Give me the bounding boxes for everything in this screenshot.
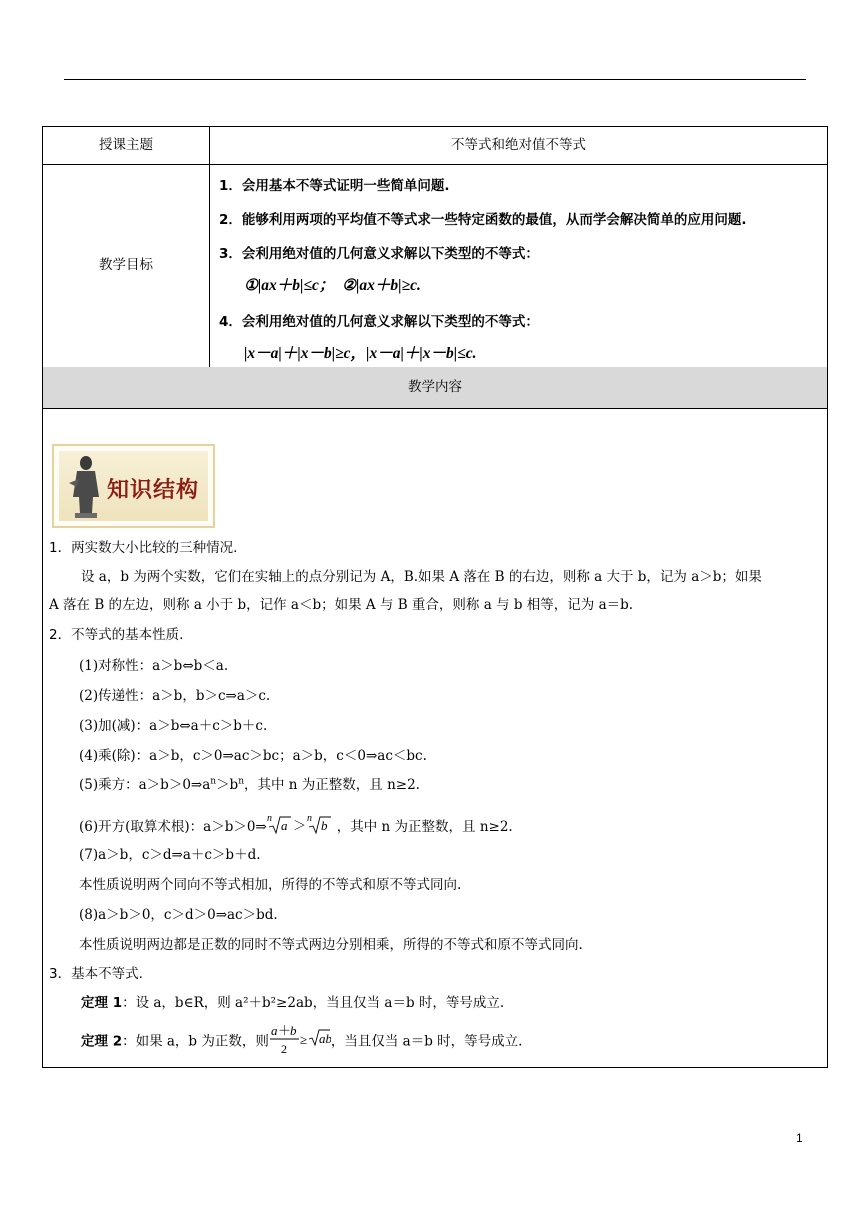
svg-text:a: a (280, 817, 288, 833)
svg-text:n: n (266, 812, 272, 824)
section-3-title: 3．基本不等式. (49, 966, 143, 982)
theorem-1 (81, 991, 504, 1011)
objective-4: 4．会利用绝对值的几何意义求解以下类型的不等式： (219, 314, 539, 330)
property-5-c: ，其中 n 为正整数，且 n≥2. (244, 777, 420, 793)
svg-text:≥: ≥ (299, 1032, 308, 1047)
property-1: (1)对称性：a＞b⇔b＜a. (79, 658, 229, 674)
property-8: (8)a＞b＞0，c＞d＞0⇒ac＞bd. (79, 907, 278, 923)
am-gm-expression (269, 1023, 331, 1057)
property-7: (7)a＞b，c＞d⇒a＋c＞b＋d. (79, 847, 261, 863)
property-4: (4)乘(除)：a＞b，c＞0⇒ac＞bc；a＞b，c＜0⇒ac＜bc. (79, 748, 427, 764)
svg-text:2: 2 (280, 1042, 287, 1056)
nth-root-icon (267, 813, 337, 835)
content-header: 教学内容 (43, 367, 827, 408)
objective-3-formula: ①|ax＋b|≤c； ②|ax＋b|≥c. (244, 277, 421, 294)
objectives-label: 教学目标 (99, 257, 153, 273)
objective-2: 2．能够利用两项的平均值不等式求一些特定函数的最值，从而学会解决简单的应用问题. (219, 212, 747, 228)
root-expression (267, 813, 337, 835)
page-number: 1 (796, 1131, 803, 1145)
theorem-2 (81, 1025, 522, 1059)
warrior-figure-icon (65, 453, 107, 519)
property-5-b: ＞b (216, 777, 239, 793)
theorem-2-post: ，当且仅当 a＝b 时，等号成立. (330, 1033, 523, 1050)
property-7-note: 本性质说明两个同向不等式相加，所得的不等式和原不等式同向. (79, 877, 462, 893)
objective-4-formula: |x－a|＋|x－b|≥c，|x－a|＋|x－b|≤c. (244, 345, 477, 362)
lesson-table (42, 126, 828, 1068)
theorem-2-pre: ：如果 a，b 为正数，则 (122, 1033, 269, 1050)
theorem-1-text: ：设 a，b∈R，则 a²＋b²≥2ab，当且仅当 a＝b 时，等号成立. (122, 995, 505, 1011)
svg-text:b: b (289, 1023, 297, 1038)
property-6 (79, 812, 513, 839)
property-2: (2)传递性：a＞b，b＞c⇒a＞c. (79, 688, 271, 704)
fraction-root-icon (269, 1023, 331, 1057)
section-1-paragraph-cont: A 落在 B 的左边，则称 a 小于 b，记作 a＜b；如果 A 与 B 重合，则称 a 与 b 相等，记为 a＝b. (49, 597, 634, 613)
knowledge-structure-badge (52, 444, 215, 528)
svg-text:ab: ab (318, 1031, 331, 1046)
section-2-title: 2．不等式的基本性质. (49, 627, 184, 643)
theorem-2-label: 定理 2 (81, 1033, 123, 1050)
section-1-title: 1．两实数大小比较的三种情况. (49, 540, 238, 556)
svg-text:＋: ＋ (277, 1023, 291, 1038)
property-3: (3)加(减)：a＞b⇔a＋c＞b＋c. (79, 718, 268, 734)
property-6-a: (6)开方(取算术根)：a＞b＞0⇒ (79, 819, 267, 835)
property-5-a: (5)乘方：a＞b＞0⇒a (79, 777, 211, 793)
section-1-paragraph: 设 a，b 为两个实数，它们在实轴上的点分别记为 A，B.如果 A 落在 B 的右边，则称 a 大于 b，记为 a＞b；如果 (81, 569, 762, 585)
objective-3: 3．会利用绝对值的几何意义求解以下类型的不等式： (219, 246, 539, 262)
badge-title: 知识结构 (107, 477, 200, 503)
property-6-b: ，其中 n 为正整数，且 n≥2. (336, 819, 513, 835)
theorem-1-label: 定理 1 (81, 995, 123, 1011)
objective-1: 1．会用基本不等式证明一些简单问题. (219, 178, 450, 194)
svg-text:b: b (320, 817, 328, 833)
topic-label: 授课主题 (99, 137, 153, 153)
topic-value: 不等式和绝对值不等式 (451, 137, 586, 153)
svg-text:＞: ＞ (292, 817, 306, 833)
property-5: (5)乘方：$a>b>0\Rightarrow a^n>b^n$，其中 n 为正整数，且 n≥2. (79, 776, 420, 793)
header-rule (64, 79, 806, 80)
property-8-note: 本性质说明两边都是正数的同时不等式两边分别相乘，所得的不等式和原不等式同向. (79, 937, 583, 953)
svg-text:n: n (306, 812, 312, 824)
svg-text:a: a (270, 1023, 278, 1038)
row-divider (43, 408, 827, 409)
